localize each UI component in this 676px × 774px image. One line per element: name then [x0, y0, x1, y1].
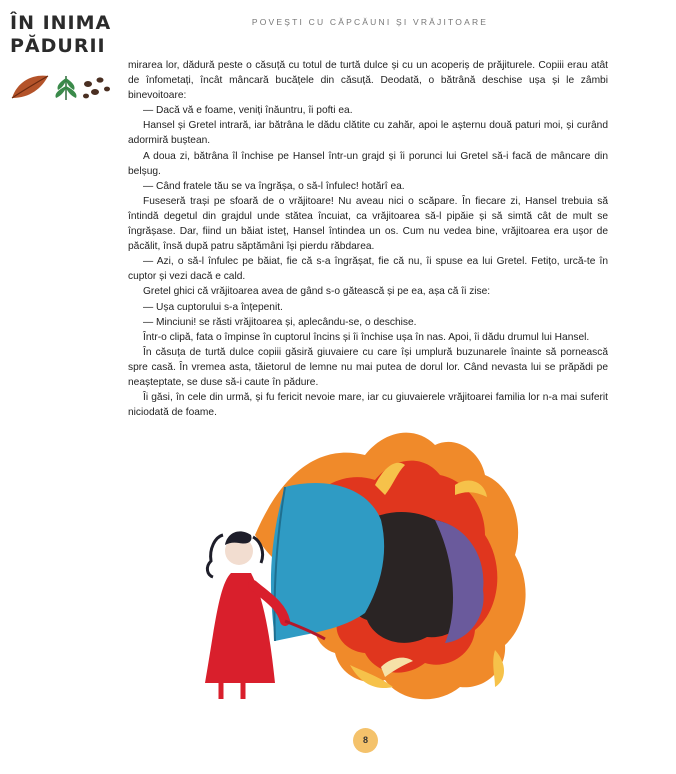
paragraph: Hansel și Gretel intrară, iar bătrâna le dădu clătite cu zahăr, apoi le așternu două paturi moi, și curând adormiră buștean. [128, 120, 608, 147]
paragraph: — Dacă vă e foame, veniți înăuntru, îi pofti ea. [143, 105, 353, 117]
story-text [128, 58, 608, 420]
page-number: 8 [353, 728, 378, 753]
paragraph: Gretel ghici că vrăjitoarea avea de gând s-o gătească și pe ea, așa că îi zise: [143, 286, 491, 298]
paragraph: mirarea lor, dădură peste o căsuță cu totul de turtă dulce și cu un acoperiș de prăjiturele. Copiii erau atât de înfometați, încât mâncară bucățele din căsuță. Deodată, o bătrână deschise ușa și le zâmbi binevoitoare: [128, 60, 608, 102]
green-leaf-icon [55, 76, 76, 100]
seeds-icon [83, 77, 110, 98]
oven-fire-illustration [135, 425, 545, 715]
paragraph: — Azi, o să-l înfulec pe băiat, fie că s-a îngrășat, fie că nu, îi spuse ea lui Gretel. Fetițo, urcă-te în cuptor și vezi dacă e cald. [128, 256, 608, 283]
decorative-icons [8, 70, 118, 104]
paragraph: — Ușa cuptorului s-a înțepenit. [143, 301, 283, 313]
section-title-line2: PĂDURII [10, 35, 106, 57]
section-title-line1: ÎN INIMA [10, 12, 112, 34]
brown-leaf-icon [12, 76, 48, 98]
section-title [10, 12, 111, 58]
paragraph: Fuseseră trași pe sfoară de o vrăjitoare! Nu aveau nici o scăpare. În fiecare zi, Hansel trebuia să întindă degetul din grajdul unde stătea încuiat, ca vrăjitoarea să-l pipăie și să simtă cât de mult se îngrășase. Dar, fiind un băiat isteț, Hansel întindea un os. Cum nu vedea bine, vrăjitoarea era ușor de păcălit, însă după patru săptămâni își pierdu răbdarea. [128, 195, 608, 253]
paragraph: — Minciuni! se răsti vrăjitoarea și, aplecându-se, o deschise. [143, 316, 417, 328]
running-head: POVEȘTI CU CĂPCĂUNI ȘI VRĂJITOARE [251, 17, 489, 27]
paragraph: Îi găsi, în cele din urmă, și fu fericit nevoie mare, iar cu giuvaierele vrăjitoarei familia lor n-a mai suferit niciodată de foame. [128, 392, 608, 419]
paragraph: A doua zi, bătrâna îl închise pe Hansel într-un grajd și îi porunci lui Gretel să-i facă de mâncare din belșug. [128, 150, 608, 177]
paragraph: — Când fratele tău se va îngrășa, o să-l înfulec! hotărî ea. [143, 180, 405, 192]
paragraph: Într-o clipă, fata o împinse în cuptorul încins și îi închise ușa în nas. Apoi, îi dădu drumul lui Hansel. [143, 331, 590, 343]
paragraph: În căsuța de turtă dulce copiii găsiră giuvaiere cu care își umplură buzunarele înainte să pornească spre casă. În vremea asta, tăietorul de lemne nu mai putea de dorul lor. Când nevasta lui se prăpădi pe neașteptate, se duse să-i caute în pădure. [128, 346, 608, 388]
